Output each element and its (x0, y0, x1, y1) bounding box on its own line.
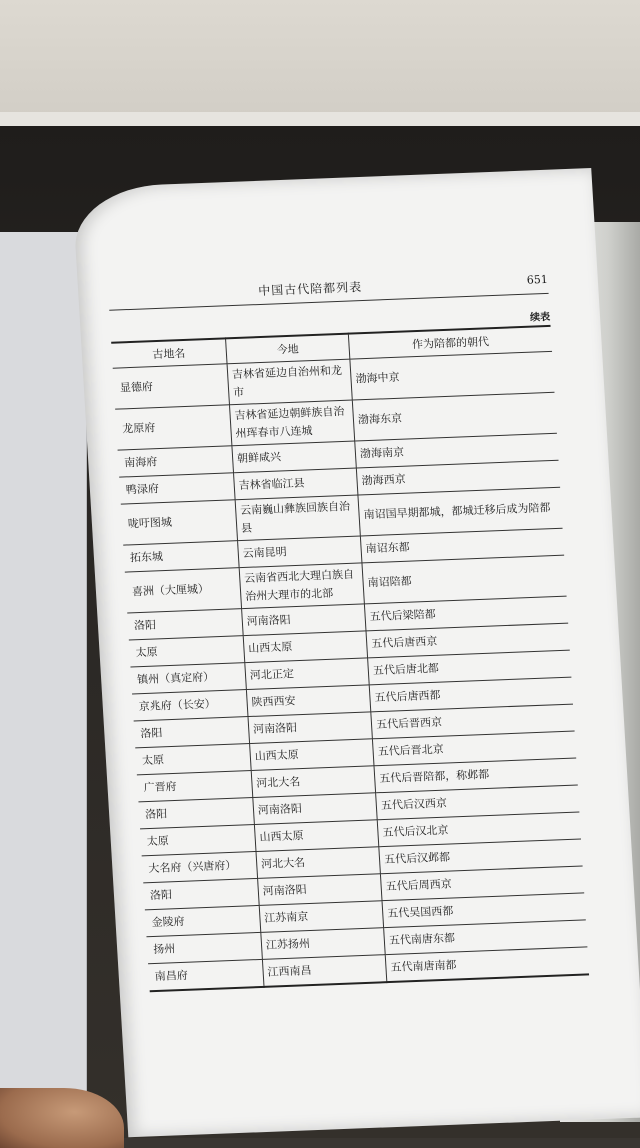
cell-dynasty: 五代南唐东都 (384, 920, 588, 955)
cell-old-name: 洛阳 (127, 609, 243, 640)
cell-modern-place: 江西南昌 (262, 955, 387, 987)
cell-old-name: 喜洲（大厘城） (125, 568, 242, 613)
cell-modern-place: 河南洛阳 (257, 874, 382, 906)
cell-old-name: 京兆府（长安） (132, 690, 248, 721)
page-content (108, 265, 589, 992)
cell-old-name: 洛阳 (143, 878, 259, 909)
cell-old-name: 太原 (129, 636, 245, 667)
cell-old-name: 太原 (135, 744, 251, 775)
cell-old-name: 拓东城 (123, 541, 239, 572)
cell-dynasty: 渤海东京 (352, 392, 557, 441)
cell-modern-place: 朝鲜咸兴 (232, 441, 357, 473)
cell-modern-place: 云南昆明 (237, 536, 362, 568)
wall-ledge (0, 112, 640, 126)
cell-old-name: 大名府（兴唐府） (142, 851, 258, 882)
cell-modern-place: 河北大名 (251, 766, 376, 798)
cell-dynasty: 五代后汉北京 (377, 812, 581, 847)
cell-modern-place: 江苏南京 (259, 901, 384, 933)
cell-modern-place: 陕西西安 (246, 685, 371, 717)
cell-old-name: 广晋府 (137, 771, 253, 802)
cell-dynasty: 五代后晋西京 (371, 704, 575, 739)
cell-old-name: 太原 (140, 824, 256, 855)
cell-dynasty: 南诏陪都 (362, 555, 567, 604)
cell-dynasty: 五代后唐北都 (368, 650, 572, 685)
cell-dynasty: 五代后唐西都 (369, 677, 573, 712)
page-number: 651 (526, 272, 549, 287)
cell-modern-place: 吉林省延边自治州和龙市 (227, 359, 352, 405)
book-page (72, 168, 640, 1137)
cell-old-name: 龙原府 (115, 405, 232, 450)
background-wall (0, 0, 640, 118)
cell-dynasty: 五代后汉邺都 (379, 839, 583, 874)
running-header (108, 265, 549, 311)
column-header-dynasty: 作为陪都的朝代 (348, 326, 552, 359)
cell-modern-place: 山西太原 (254, 820, 379, 852)
cell-dynasty: 南诏国早期都城，都城迁移后成为陪都 (358, 487, 563, 536)
cell-modern-place: 吉林省临江县 (233, 468, 358, 500)
cell-old-name: 洛阳 (138, 798, 254, 829)
page-title: 中国古代陪都列表 (257, 280, 363, 299)
cell-dynasty: 五代后梁陪都 (364, 596, 568, 631)
cell-modern-place: 山西太原 (243, 631, 368, 663)
capital-table (111, 325, 589, 992)
cell-modern-place: 吉林省延边朝鲜族自治州珲春市八连城 (229, 400, 354, 446)
cell-old-name: 鸭渌府 (119, 473, 235, 504)
cell-modern-place: 河南洛阳 (248, 712, 373, 744)
cell-modern-place: 河北正定 (245, 658, 370, 690)
cell-old-name: 显德府 (113, 364, 230, 409)
cell-dynasty: 渤海中京 (350, 351, 555, 400)
continued-label: 续表 (529, 311, 551, 324)
cell-dynasty: 渤海南京 (355, 433, 559, 468)
cell-old-name: 洛阳 (134, 717, 250, 748)
cell-dynasty: 渤海西京 (356, 460, 560, 495)
cell-dynasty: 五代后周西京 (380, 866, 584, 901)
cell-dynasty: 五代后唐西京 (366, 623, 570, 658)
cell-dynasty: 五代后晋陪都，称邺都 (374, 758, 578, 793)
cell-old-name: 南海府 (118, 446, 234, 477)
cell-old-name: 南昌府 (148, 959, 264, 990)
cell-modern-place: 江苏扬州 (261, 928, 386, 960)
cell-dynasty: 五代南唐南都 (385, 947, 589, 982)
cell-dynasty: 南诏东都 (360, 528, 564, 563)
cell-old-name: 金陵府 (145, 905, 261, 936)
cell-modern-place: 河北大名 (256, 847, 381, 879)
left-page-edge (0, 232, 87, 1138)
cell-modern-place: 云南巍山彝族回族自治县 (235, 495, 360, 541)
column-header-modern-place: 今地 (225, 334, 350, 364)
cell-dynasty: 五代后晋北京 (372, 731, 576, 766)
cell-old-name: 扬州 (146, 932, 262, 963)
cell-old-name: 镇州（真定府） (130, 663, 246, 694)
cell-modern-place: 河南洛阳 (253, 793, 378, 825)
cell-modern-place: 山西太原 (249, 739, 374, 771)
cell-old-name: 咙吁图城 (121, 500, 238, 545)
cell-modern-place: 河南洛阳 (241, 604, 366, 636)
cell-dynasty: 五代后汉西京 (376, 785, 580, 820)
column-header-old-name: 古地名 (111, 338, 227, 368)
cell-dynasty: 五代吴国西都 (382, 893, 586, 928)
cell-modern-place: 云南省西北大理白族自治州大理市的北部 (239, 563, 364, 609)
